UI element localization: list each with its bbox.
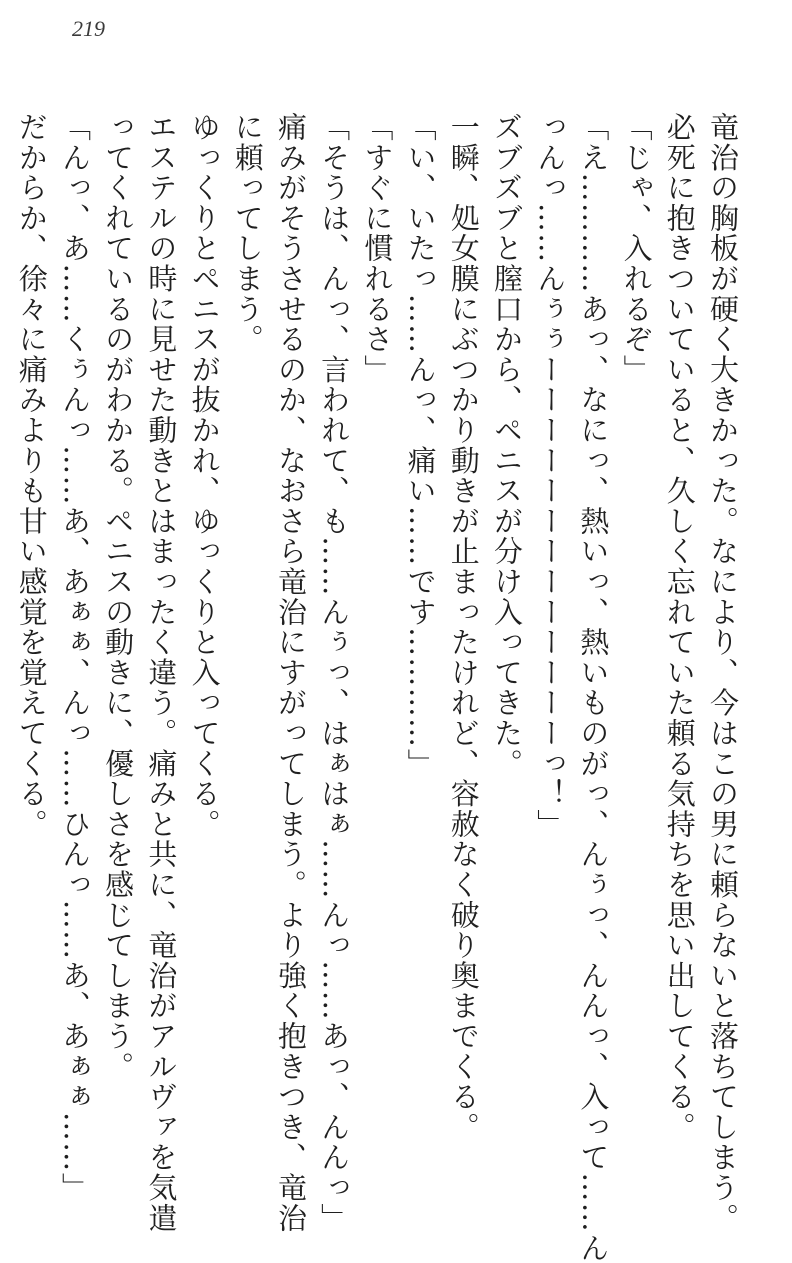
- text-line: 竜治の胸板が硬く大きかった。なにより、今はこの男に頼らないと落ちてしまう。: [706, 112, 740, 1234]
- dialogue-line: 「そうは、んっ、言われて、も……んぅっ、はぁはぁ……んっ……あっ、んんっ」: [317, 112, 352, 1234]
- text-line: だからか、徐々に痛みよりも甘い感覚を覚えてくる。: [14, 112, 49, 840]
- dialogue-line: 「んっ、あ……くぅんっ……あ、あぁぁ、んっ……ひんっ……あ、あぁぁ……」: [57, 112, 92, 1203]
- dialogue-line: 「え…………あっ、なにっ、熱いっ、熱いものがっ、んぅっ、んんっ、入って……ん: [576, 112, 611, 1263]
- text-line: 一瞬、処女膜にぶつかり動きが止まったけれど、容赦なく破り奥までくる。: [446, 112, 481, 1143]
- dialogue-line: 「じゃ、入れるぞ」: [619, 112, 654, 385]
- text-line: 痛みがそうさせるのか、なおさら竜治にすがってしまう。より強く抱きつき、竜治: [273, 112, 308, 1234]
- text-line: ってくれているのがわかる。ペニスの動きに、優しさを感じてしまう。: [101, 112, 136, 1082]
- page-number: 219: [72, 16, 105, 41]
- vertical-text-body: [10, 112, 744, 1263]
- dialogue-line: 「すぐに慣れるさ」: [360, 112, 395, 385]
- text-line: 必死に抱きついていると、久しく忘れていた頼る気持ちを思い出してくる。: [662, 112, 697, 1143]
- dialogue-line: 「い、いたっ……んっ、痛い……です…………」: [403, 112, 438, 779]
- text-line: ゆっくりとペニスが抜かれ、ゆっくりと入ってくる。: [187, 112, 222, 840]
- text-line: エステルの時に見せた動きとはまったく違う。痛みと共に、竜治がアルヴァを気遣: [144, 112, 179, 1234]
- dialogue-line: っんっ……んぅぅーーーーーーーーーーーーーっ！」: [533, 112, 568, 840]
- text-line: に頼ってしまう。: [230, 112, 265, 355]
- text-line: ズブズブと膣口から、ペニスが分け入ってきた。: [489, 112, 524, 779]
